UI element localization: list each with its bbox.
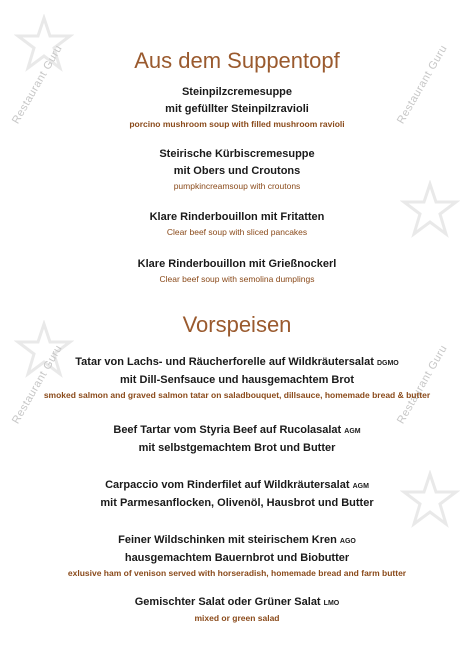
item-translation: exlusive ham of venison served with horseradish, homemade bread and farm butter (67, 568, 407, 578)
item-name: Carpaccio vom Rinderfilet auf Wildkräutersalat AGM (105, 479, 369, 491)
watermark-text: Restaurant Guru (395, 43, 450, 126)
item-name: Klare Rinderbouillon mit Fritatten (149, 211, 325, 223)
item-name: Steirische Kürbiscremesuppe (159, 148, 315, 160)
allergen-codes: AGO (339, 538, 356, 545)
allergen-codes: DGMO (376, 360, 399, 367)
item-translation: porcino mushroom soup with filled mushroom ravioli (129, 119, 345, 129)
item-name: Beef Tartar vom Styria Beef auf Rucolasalat AGM (113, 424, 361, 436)
item-name: Feiner Wildschinken mit steirischem Kren AGO (118, 534, 356, 546)
menu-item (0, 422, 474, 457)
item-translation: Clear beef soup with sliced pancakes (166, 227, 308, 237)
menu-item (0, 477, 474, 512)
menu-item (0, 146, 474, 193)
item-name: mit Obers und Croutons (173, 165, 301, 177)
item-translation: pumpkincreamsoup with croutons (173, 181, 301, 191)
menu-item (0, 256, 474, 286)
menu-item (0, 84, 474, 131)
menu-item (0, 594, 474, 625)
allergen-codes: LMO (323, 600, 340, 607)
allergen-codes: AGM (352, 483, 369, 490)
watermark-text: Restaurant Guru (10, 43, 65, 126)
menu-item (0, 354, 474, 402)
menu-item (0, 532, 474, 580)
item-name: Klare Rinderbouillon mit Grießnockerl (137, 258, 337, 270)
menu-item (0, 209, 474, 239)
watermark-text: Restaurant Guru (10, 343, 65, 426)
item-name: mit Dill-Senfsauce und hausgemachtem Brot (119, 374, 355, 386)
item-name: hausgemachtem Bauernbrot und Biobutter (124, 552, 350, 564)
allergen-codes: AGM (344, 428, 361, 435)
item-name: mit Parmesanflocken, Olivenöl, Hausbrot und Butter (100, 497, 374, 509)
watermark-text: Restaurant Guru (395, 343, 450, 426)
item-translation: smoked salmon and graved salmon tatar on saladbouquet, dillsauce, homemade bread & butter (43, 390, 431, 400)
item-name: Steinpilzcremesuppe (181, 86, 293, 98)
item-translation: Clear beef soup with semolina dumplings (159, 274, 315, 284)
section-title: Vorspeisen (182, 312, 292, 337)
item-name: mit gefüllter Steinpilzravioli (165, 103, 309, 115)
item-name: mit selbstgemachtem Brot und Butter (138, 442, 336, 454)
item-name: Gemischter Salat oder Grüner Salat LMO (134, 596, 340, 608)
item-translation: mixed or green salad (194, 613, 280, 623)
section-title: Aus dem Suppentopf (134, 48, 340, 73)
item-name: Tatar von Lachs- und Räucherforelle auf Wildkräutersalat DGMO (75, 356, 399, 368)
